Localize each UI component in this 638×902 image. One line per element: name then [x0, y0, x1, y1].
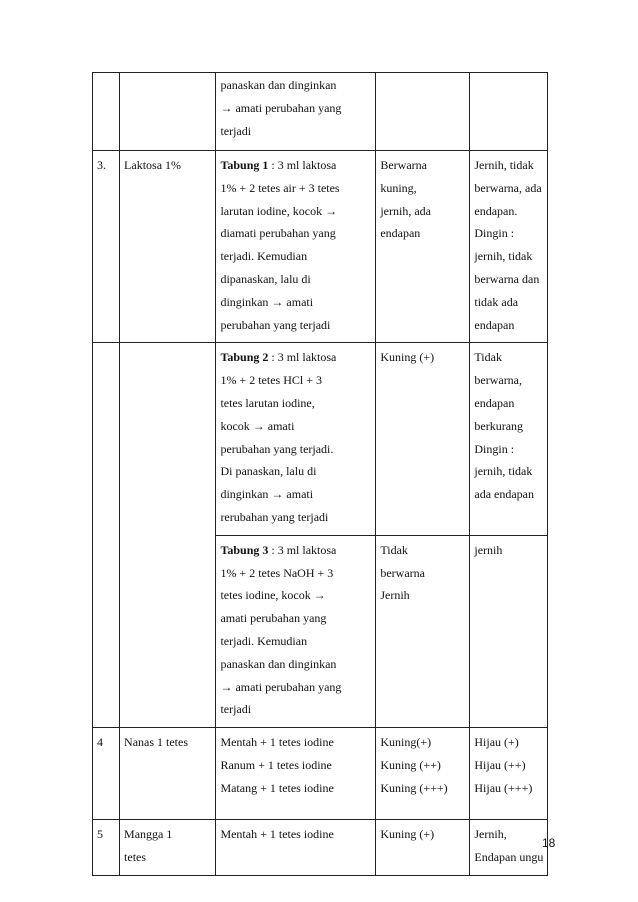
procedure-line: tetes iodine, kocok → [220, 588, 326, 603]
cell-after [470, 728, 548, 820]
procedure-line: terjadi. Kemudian [220, 249, 308, 264]
tube-label: Tabung 3 [220, 542, 269, 557]
procedure-line: larutan iodine, kocok → [220, 203, 338, 218]
procedure-line: perubahan yang terjadi [220, 317, 331, 332]
cell-procedure [216, 535, 376, 727]
after-line: jernih, tidak [474, 464, 533, 479]
after-line: Tidak [474, 350, 502, 365]
procedure-first-rest: : 3 ml laktosa [268, 158, 337, 172]
before-line: jernih, ada [380, 203, 431, 218]
sample-line: Laktosa 1% [124, 158, 182, 172]
after-line: Endapan ungu [474, 849, 544, 864]
procedure-line: Mentah + 1 tetes iodine [220, 735, 334, 750]
page-number: 18 [542, 836, 556, 850]
cell-sample [120, 151, 216, 343]
procedure-line: terjadi. Kemudian [220, 633, 308, 648]
procedure-line: → amati perubahan yang [220, 679, 342, 694]
cell-after [470, 73, 548, 151]
procedure-line: tetes larutan iodine, [220, 395, 315, 410]
before-line: Kuning (+) [380, 827, 435, 842]
cell-procedure [216, 151, 376, 343]
procedure-line: kocok → amati [220, 418, 295, 433]
cell-before [376, 73, 470, 151]
cell-procedure [216, 343, 376, 535]
cell-before [376, 820, 470, 876]
after-line: Jernih, tidak [474, 158, 534, 172]
procedure-line [220, 154, 371, 177]
procedure-line: dinginkan → amati [220, 294, 314, 309]
cell-before [376, 535, 470, 727]
before-line: endapan [380, 226, 421, 241]
sample-line: tetes [124, 849, 147, 864]
table-row [93, 820, 548, 876]
before-line: Kuning(+) [380, 735, 432, 750]
cell-after [470, 343, 548, 535]
cell-no [93, 820, 120, 876]
procedure-line: Ranum + 1 tetes iodine [220, 757, 332, 772]
cell-sample [120, 728, 216, 820]
after-line: berkurang [474, 418, 524, 433]
after-line: berwarna, ada [474, 180, 542, 195]
procedure-line: 1% + 2 tetes NaOH + 3 [220, 565, 334, 580]
procedure-line: Matang + 1 tetes iodine [220, 780, 334, 795]
procedure-line: panaskan dan dinginkan [220, 656, 337, 671]
row-number: 3. [97, 158, 106, 172]
cell-procedure [216, 820, 376, 876]
procedure-line: dinginkan → amati [220, 487, 314, 502]
cell-no [93, 343, 120, 535]
after-line: Dingin : [474, 441, 515, 456]
cell-before [376, 343, 470, 535]
cell-no [93, 728, 120, 820]
before-line: berwarna [380, 565, 425, 580]
results-table [92, 72, 548, 876]
cell-sample [120, 820, 216, 876]
before-line: Berwarna [380, 158, 427, 172]
after-line: endapan [474, 395, 515, 410]
procedure-line: terjadi [220, 123, 252, 138]
after-line: jernih, tidak [474, 249, 533, 264]
procedure-line [220, 539, 371, 562]
table-row [93, 73, 548, 151]
procedure-line: rerubahan yang terjadi [220, 509, 329, 524]
cell-after [470, 535, 548, 727]
after-line: Hijau (+) [474, 735, 519, 750]
procedure-line: terjadi [220, 702, 252, 717]
cell-sample [120, 535, 216, 727]
after-line: Hijau (+++) [474, 780, 533, 795]
cell-procedure [216, 728, 376, 820]
procedure-line: dipanaskan, lalu di [220, 271, 311, 286]
after-line: endapan [474, 317, 515, 332]
row-number: 4 [97, 735, 103, 750]
after-line: Hijau (++) [474, 757, 526, 772]
cell-no [93, 535, 120, 727]
table-row [93, 535, 548, 727]
before-line: Kuning (++) [380, 757, 441, 772]
procedure-line: → amati perubahan yang [220, 100, 342, 115]
before-line: Jernih [380, 588, 410, 603]
cell-after [470, 151, 548, 343]
cell-no [93, 73, 120, 151]
procedure-line: Di panaskan, lalu di [220, 464, 317, 479]
procedure-line: perubahan yang terjadi. [220, 441, 334, 456]
procedure-line: 1% + 2 tetes air + 3 tetes [220, 180, 340, 195]
before-line: Kuning (+++) [380, 780, 448, 795]
after-line: berwarna dan [474, 271, 540, 286]
after-line: tidak ada [474, 294, 519, 309]
after-line: Dingin : [474, 226, 515, 241]
cell-before [376, 728, 470, 820]
procedure-first-rest: : 3 ml laktosa [268, 542, 337, 557]
sample-line: Nanas 1 tetes [124, 735, 189, 750]
before-line: Kuning (+) [380, 350, 435, 365]
procedure-line: panaskan dan dinginkan [220, 78, 337, 92]
tube-label: Tabung 1 [220, 158, 269, 172]
procedure-line: Mentah + 1 tetes iodine [220, 827, 334, 842]
procedure-line [220, 346, 371, 369]
row-number: 5 [97, 827, 103, 842]
cell-before [376, 151, 470, 343]
cell-procedure [216, 73, 376, 151]
procedure-line: amati perubahan yang [220, 611, 327, 626]
table-row [93, 728, 548, 820]
procedure-line: 1% + 2 tetes HCl + 3 [220, 373, 322, 388]
before-line: kuning, [380, 180, 417, 195]
procedure-first-rest: : 3 ml laktosa [268, 350, 337, 365]
tube-label: Tabung 2 [220, 350, 269, 365]
after-line: endapan. [474, 203, 518, 218]
table-row [93, 343, 548, 535]
procedure-line: diamati perubahan yang [220, 226, 336, 241]
sample-line: Mangga 1 [124, 827, 173, 842]
before-line: Tidak [380, 542, 408, 557]
after-line: Jernih, [474, 827, 507, 842]
cell-sample [120, 343, 216, 535]
cell-after [470, 820, 548, 876]
cell-sample [120, 73, 216, 151]
table-row [93, 151, 548, 343]
cell-no [93, 151, 120, 343]
after-line: berwarna, [474, 373, 523, 388]
after-line: ada endapan [474, 487, 535, 502]
after-line: jernih [474, 542, 503, 557]
